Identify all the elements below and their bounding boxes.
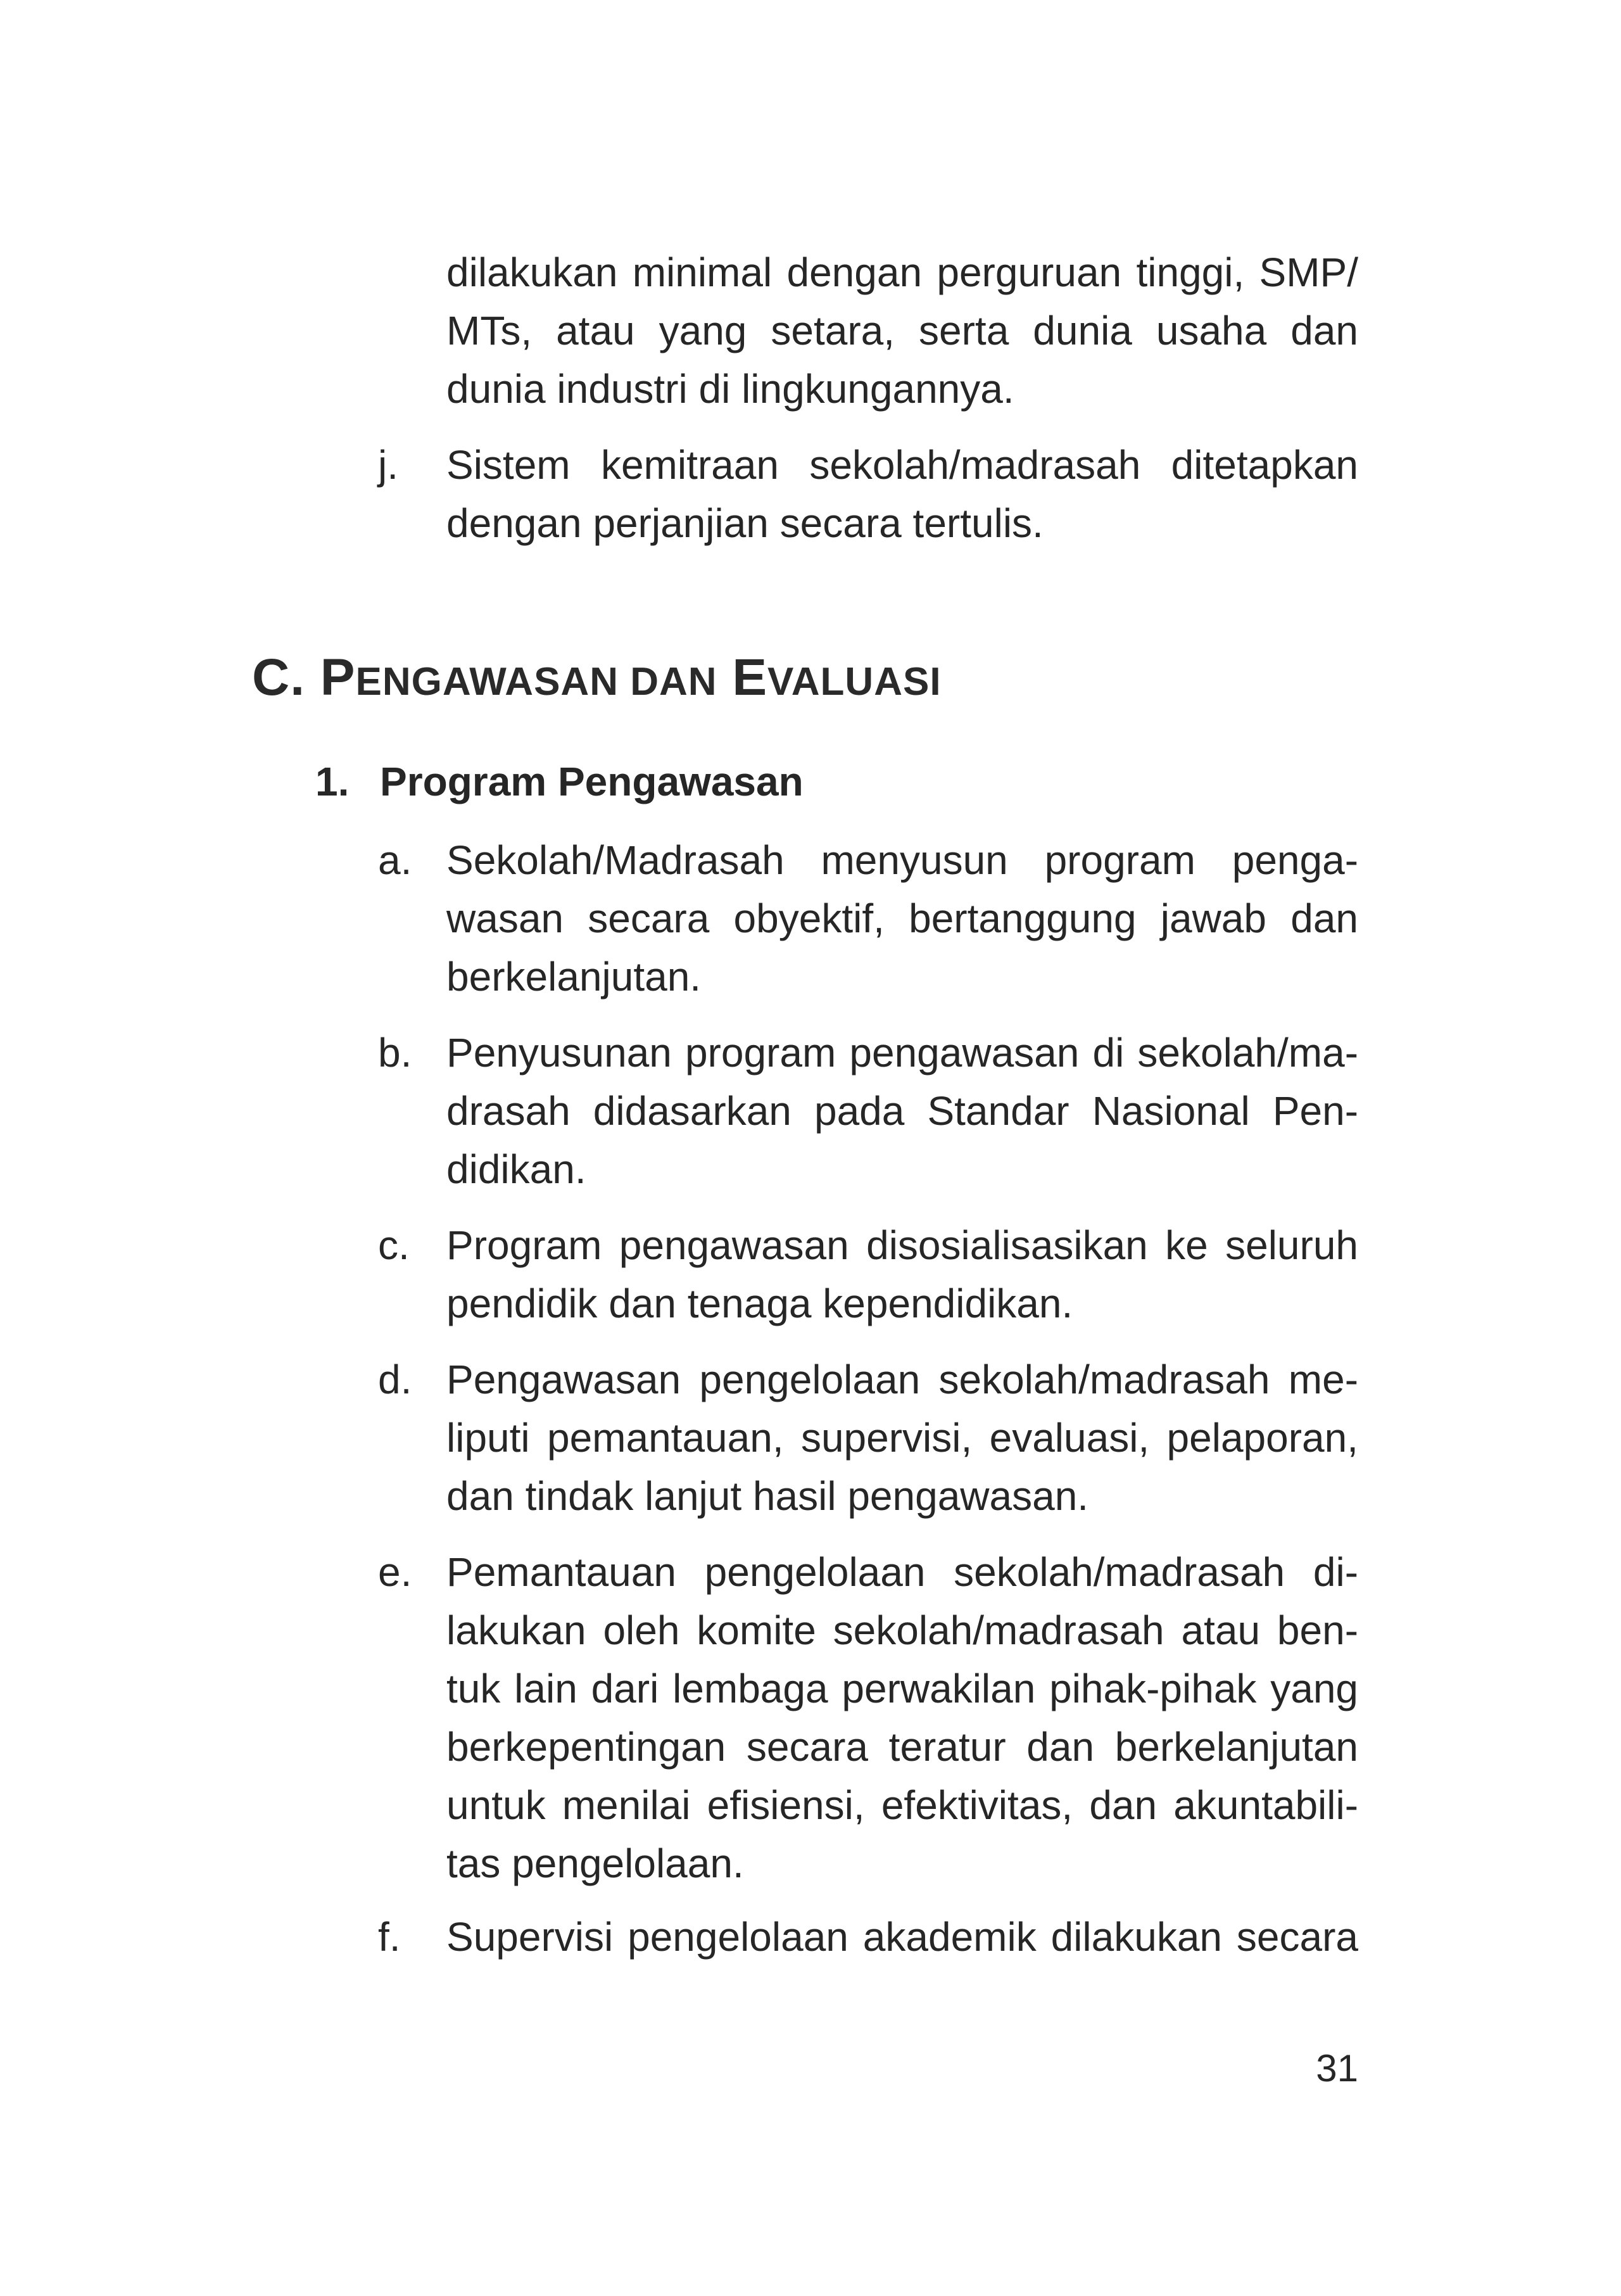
list-item-d <box>446 1350 1358 1525</box>
text-line: MTs, atau yang setara, serta dunia usaha dan <box>446 308 1358 353</box>
list-item-c <box>446 1216 1358 1333</box>
text-line: lakukan oleh komite sekolah/madrasah atau ben- <box>446 1608 1358 1653</box>
section-letter: C. <box>252 649 305 706</box>
page-number: 31 <box>1316 2047 1358 2090</box>
section-word-2-rest: VALUASI <box>767 660 942 704</box>
text-line: dunia industri di lingkungannya. <box>446 366 1014 412</box>
text-line: Sistem kemitraan sekolah/madrasah ditetapkan <box>446 442 1358 488</box>
list-item-j <box>446 436 1358 552</box>
text-line: Pemantauan pengelolaan sekolah/madrasah di- <box>446 1549 1358 1595</box>
list-item-e <box>446 1543 1358 1893</box>
section-word-2 <box>732 649 941 706</box>
text-line: dan tindak lanjut hasil pengawasan. <box>446 1473 1089 1519</box>
text-line: Sekolah/Madrasah menyusun program penga- <box>446 837 1358 883</box>
list-marker: c. <box>378 1222 410 1268</box>
text-line: Penyusunan program pengawasan di sekolah/ma- <box>446 1030 1358 1075</box>
text-line: untuk menilai efisiensi, efektivitas, dan akuntabili- <box>446 1782 1358 1828</box>
list-marker: j. <box>378 442 398 488</box>
section-word-2-cap: E <box>732 649 768 706</box>
text-line: Pengawasan pengelolaan sekolah/madrasah me- <box>446 1357 1358 1402</box>
text-line: berkelanjutan. <box>446 954 702 999</box>
list-marker: d. <box>378 1357 412 1402</box>
list-marker: b. <box>378 1030 412 1075</box>
list-marker: e. <box>378 1549 412 1595</box>
continuation-paragraph <box>446 243 1358 418</box>
text-line: dilakukan minimal dengan perguruan tinggi, SMP/ <box>446 250 1358 295</box>
text-line: berkepentingan secara teratur dan berkelanjutan <box>446 1724 1358 1770</box>
text-line: liputi pemantauan, supervisi, evaluasi, pelaporan, <box>446 1415 1358 1461</box>
text-line: Supervisi pengelolaan akademik dilakukan secara <box>446 1914 1358 1960</box>
text-line: tuk lain dari lembaga perwakilan pihak-pihak yang <box>446 1666 1358 1711</box>
section-word-1-rest: ENGAWASAN DAN <box>355 660 717 704</box>
text-line: drasah didasarkan pada Standar Nasional Pen- <box>446 1088 1358 1134</box>
list-item-f <box>446 1908 1358 1966</box>
subsection-title: Program Pengawasan <box>380 759 804 804</box>
text-line: pendidik dan tenaga kependidikan. <box>446 1281 1073 1326</box>
list-item-a <box>446 831 1358 1006</box>
text-line: tas pengelolaan. <box>446 1841 744 1886</box>
list-item-b <box>446 1024 1358 1198</box>
subsection-number: 1. <box>315 759 350 804</box>
section-word-1 <box>320 649 717 706</box>
text-line: dengan perjanjian secara tertulis. <box>446 500 1044 546</box>
text-line: didikan. <box>446 1146 586 1192</box>
text-line: Program pengawasan disosialisasikan ke seluruh <box>446 1222 1358 1268</box>
section-heading <box>252 646 942 714</box>
list-marker: f. <box>378 1914 401 1960</box>
section-word-1-cap: P <box>320 649 356 706</box>
text-line: wasan secara obyektif, bertanggung jawab dan <box>446 896 1358 941</box>
list-marker: a. <box>378 837 412 883</box>
